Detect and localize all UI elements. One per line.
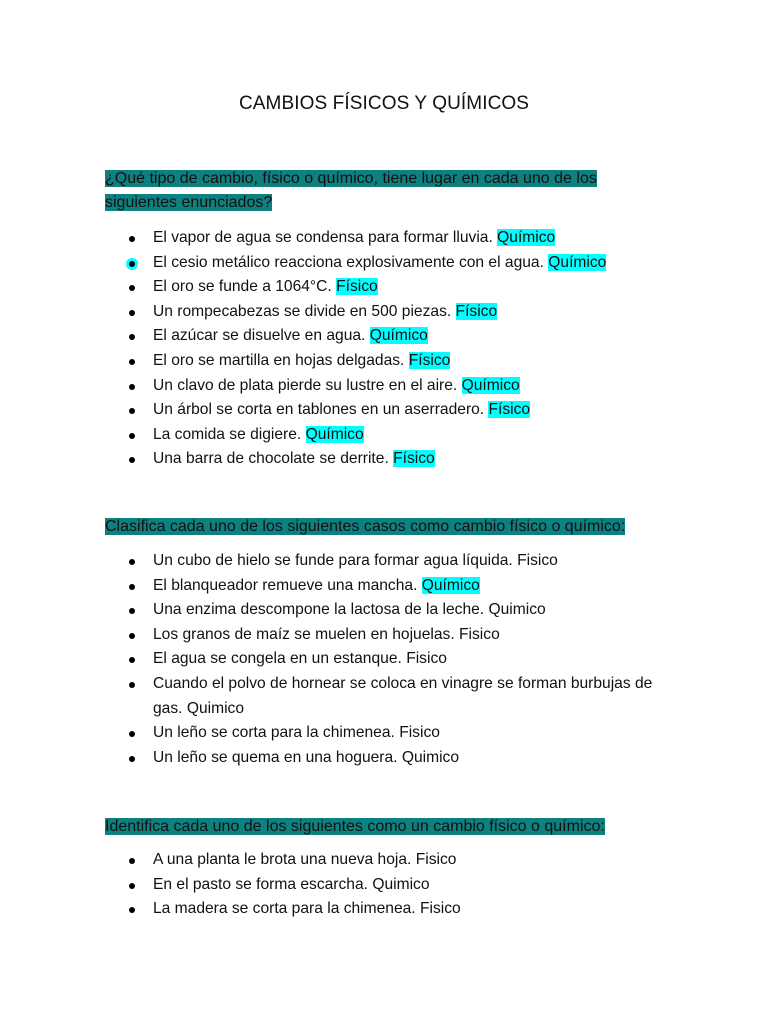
answer: Químico bbox=[421, 576, 480, 594]
list-item: La comida se digiere. Químico bbox=[127, 423, 606, 448]
section3-heading: Identifica cada uno de los siguientes como un cambio físico o químico: bbox=[105, 818, 605, 835]
list-item: El cesio metálico reacciona explosivamente con el agua. Químico bbox=[127, 251, 606, 276]
answer: Quimico bbox=[186, 699, 245, 717]
list-item: Un leño se corta para la chimenea. Fisico bbox=[127, 721, 667, 746]
list-item: La madera se corta para la chimenea. Fisico bbox=[127, 897, 461, 922]
list-item: El blanqueador remueve una mancha. Químico bbox=[127, 574, 667, 599]
answer: Fisico bbox=[517, 552, 558, 569]
section1-list bbox=[127, 226, 606, 472]
answer: Físico bbox=[488, 401, 531, 419]
answer: Quimico bbox=[488, 601, 546, 619]
answer: Químico bbox=[461, 376, 520, 394]
list-item: El oro se funde a 1064°C. Físico bbox=[127, 275, 606, 300]
answer: Fisico bbox=[420, 900, 461, 918]
list-item: El oro se martilla en hojas delgadas. Físico bbox=[127, 349, 606, 374]
list-item: Un rompecabezas se divide en 500 piezas. Físico bbox=[127, 300, 606, 325]
answer: Físico bbox=[393, 450, 435, 468]
list-item: Cuando el polvo de hornear se coloca en vinagre se forman burbujas de gas. Quimico bbox=[127, 672, 667, 721]
answer: Químico bbox=[548, 253, 607, 271]
list-item: Un cubo de hielo se funde para formar agua líquida. Fisico bbox=[127, 549, 667, 574]
list-item: A una planta le brota una nueva hoja. Fisico bbox=[127, 848, 461, 873]
answer: Fisico bbox=[406, 650, 447, 668]
answer: Químico bbox=[497, 229, 556, 246]
section2-heading: Clasifica cada uno de los siguientes casos como cambio físico o químico: bbox=[105, 518, 626, 535]
list-item: Un leño se quema en una hoguera. Quimico bbox=[127, 746, 667, 771]
answer: Químico bbox=[369, 327, 428, 345]
answer: Físico bbox=[336, 278, 378, 296]
list-item: Una enzima descompone la lactosa de la leche. Quimico bbox=[127, 598, 667, 623]
list-item: Una barra de chocolate se derrite. Físico bbox=[127, 447, 606, 472]
answer: Quimico bbox=[372, 875, 430, 893]
section2-list bbox=[127, 549, 667, 770]
answer: Físico bbox=[408, 351, 451, 369]
list-item: Un clavo de plata pierde su lustre en el aire. Químico bbox=[127, 374, 606, 399]
answer: Físico bbox=[455, 302, 498, 320]
answer: Quimico bbox=[401, 748, 460, 766]
list-item: En el pasto se forma escarcha. Quimico bbox=[127, 873, 461, 898]
list-item: El agua se congela en un estanque. Fisico bbox=[127, 647, 667, 672]
list-item: Los granos de maíz se muelen en hojuelas. Fisico bbox=[127, 623, 667, 648]
answer: Fisico bbox=[399, 724, 440, 742]
answer: Fisico bbox=[415, 851, 457, 868]
list-item: El azúcar se disuelve en agua. Químico bbox=[127, 324, 606, 349]
section1-heading: ¿Qué tipo de cambio, físico o químico, tiene lugar en cada uno de los siguientes enunciados? bbox=[105, 170, 597, 211]
list-item: Un árbol se corta en tablones en un aserradero. Físico bbox=[127, 398, 606, 423]
answer: Químico bbox=[305, 425, 364, 443]
list-item: El vapor de agua se condensa para formar lluvia. Químico bbox=[127, 226, 606, 251]
document-title: CAMBIOS FÍSICOS Y QUÍMICOS bbox=[238, 93, 530, 114]
answer: Fisico bbox=[459, 625, 500, 643]
section3-list bbox=[127, 848, 461, 922]
